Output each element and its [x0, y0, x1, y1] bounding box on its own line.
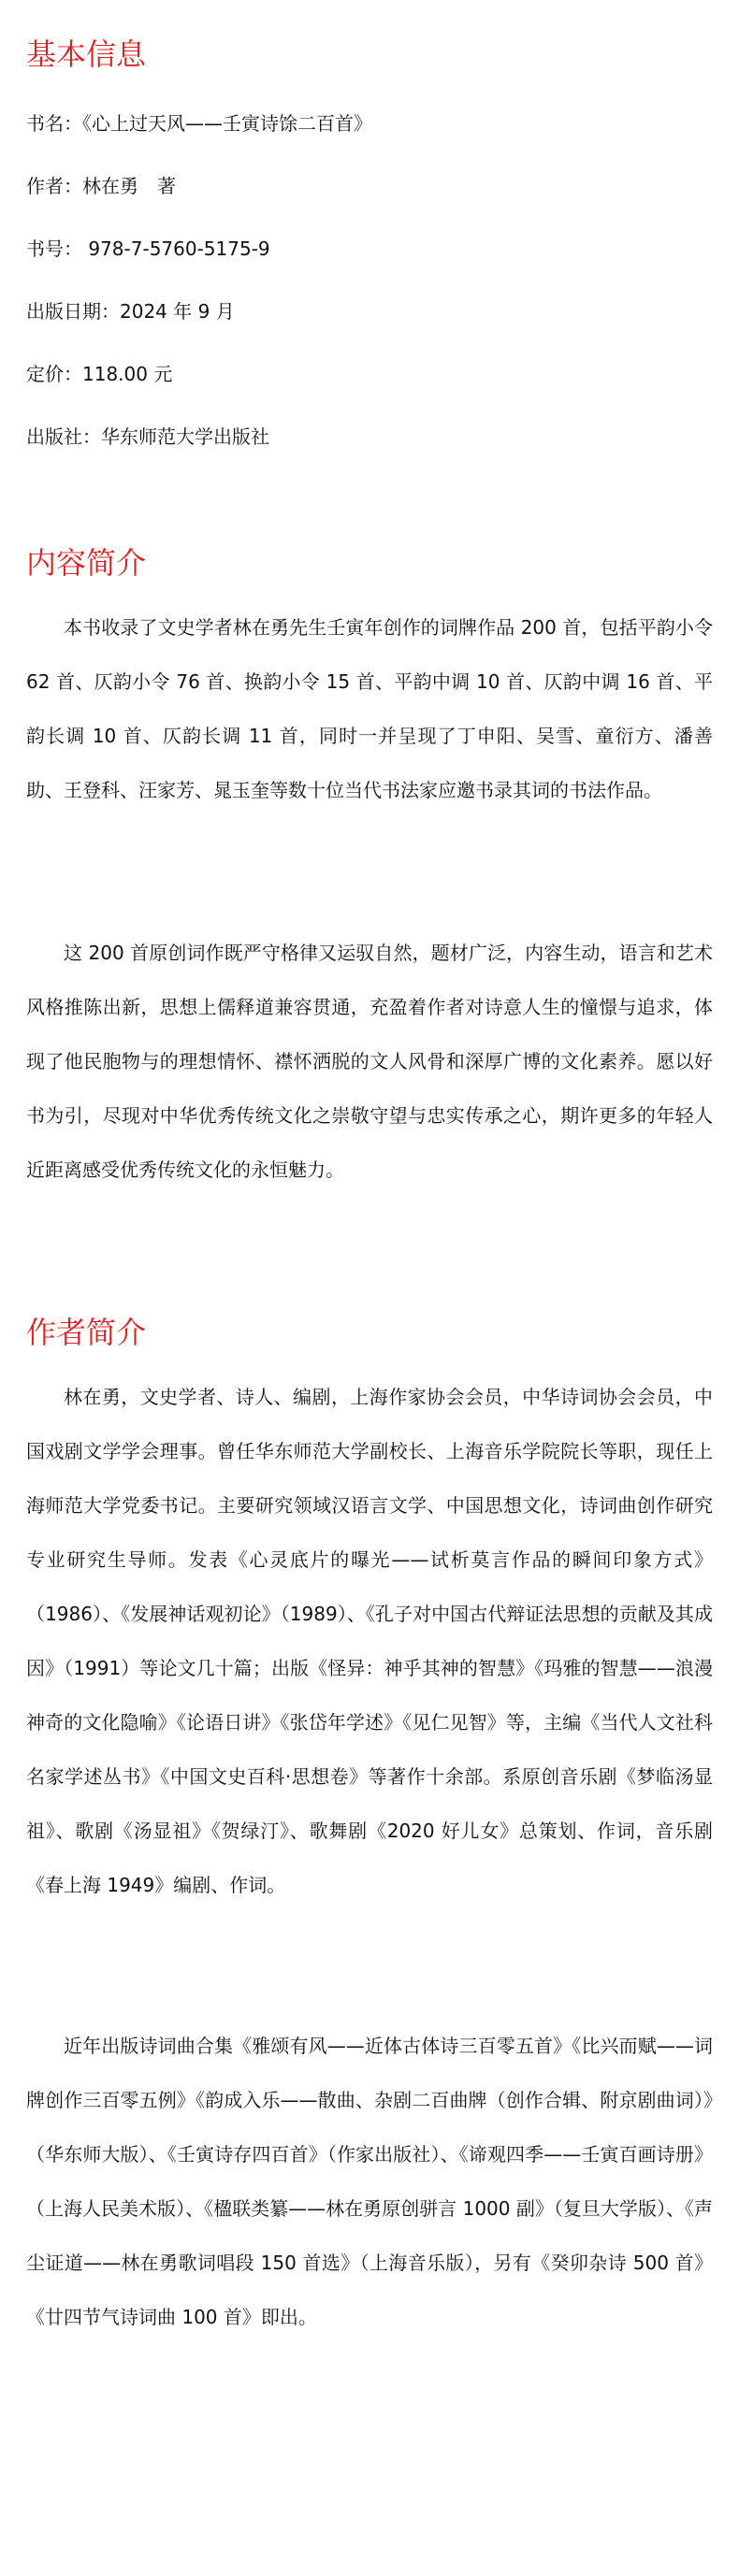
summary-paragraph: 这 200 首原创词作既严守格律又运驭自然，题材广泛，内容生动，语言和艺术风格推陈出新，思想上儒释道兼容贯通，充盈着作者对诗意人生的憧憬与追求，体现了他民胞物与的理想情怀、襟怀洒脱的文人风骨和深厚广博的文化素养。愿以好书为引，尽现对中华优秀传统文化之崇敬守望与忠实传承之心，期许更多的年轻人近距离感受优秀传统文化的永恒魅力。 — [26, 942, 713, 1181]
summary-paragraph: 本书收录了文史学者林在勇先生壬寅年创作的词牌作品 200 首，包括平韵小令 62 首、仄韵小令 76 首、换韵小令 15 首、平韵中调 10 首、仄韵中调 16 首、平韵长调 10 首、仄韵长调 11 首，同时一并呈现了丁申阳、吴雪、童衍方、潘善助、王登科、汪家芳、晁玉奎等数十位当代书法家应邀书录其词的书法作品。 — [26, 616, 713, 801]
author-bio-paragraph: 近年出版诗词曲合集《雅颂有风——近体古体诗三百零五首》《比兴而赋——词牌创作三百零五例》《韵成入乐——散曲、杂剧二百曲牌（创作合辑、附京剧曲词）》（华东师大版）、《壬寅诗存四百首》（作家出版社）、《谛观四季——壬寅百画诗册》（上海人民美术版）、《楹联类纂——林在勇原创骈言 1000 副》（复旦大学版）、《声尘证道——林在勇歌词唱段 150 首选》（上海音乐版），另有《癸卯杂诗 500 首》《廿四节气诗词曲 100 首》即出。 — [26, 2035, 713, 2328]
basic-info-heading: 基本信息 — [26, 36, 147, 72]
book-title-line: 书名：《心上过天风——壬寅诗馀二百首》 — [26, 112, 372, 135]
author-bio-heading: 作者简介 — [26, 1315, 147, 1350]
publish-date-line: 出版日期：2024 年 9 月 — [26, 300, 235, 323]
publisher-line: 出版社：华东师范大学出版社 — [26, 425, 269, 448]
author-bio-paragraph: 林在勇，文史学者、诗人、编剧，上海作家协会会员，中华诗词协会会员，中国戏剧文学学会理事。曾任华东师范大学副校长、上海音乐学院院长等职，现任上海师范大学党委书记。主要研究领域汉语言文学、中国思想文化，诗词曲创作研究专业研究生导师。发表《心灵底片的曝光——试析莫言作品的瞬间印象方式》（1986）、《发展神话观初论》（1989）、《孔子对中国古代辩证法思想的贡献及其成因》（1991）等论文几十篇；出版《怪异：神乎其神的智慧》《玛雅的智慧——浪漫神奇的文化隐喻》《论语日讲》《张岱年学述》《见仁见智》等，主编《当代人文社科名家学述丛书》《中国文史百科·思想卷》等著作十余部。系原创音乐剧《梦临汤显祖》、歌剧《汤显祖》《贺绿汀》、歌舞剧《2020 好儿女》总策划、作词，音乐剧《春上海 1949》编剧、作词。 — [26, 1386, 713, 1896]
isbn-line: 书号： 978-7-5760-5175-9 — [26, 237, 270, 260]
author-line: 作者：林在勇 著 — [26, 175, 176, 197]
summary-heading: 内容简介 — [26, 545, 147, 581]
price-line: 定价：118.00 元 — [26, 363, 173, 385]
